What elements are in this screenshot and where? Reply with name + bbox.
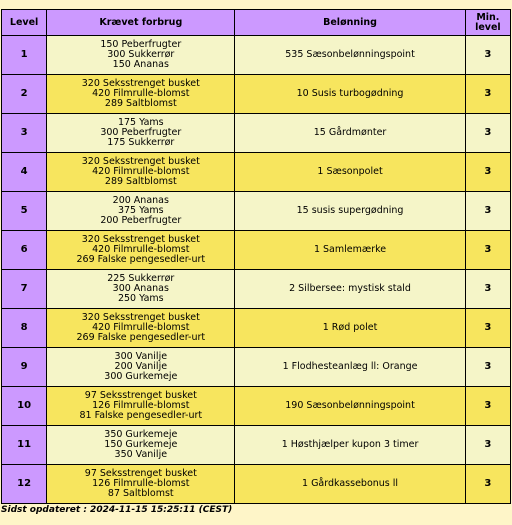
reward-cell: 1 Samlemærke [235,231,464,269]
required-item: 300 Vanilje [114,351,168,362]
required-cell [47,387,234,425]
required-item: 420 Filmrulle-blomst [92,244,190,255]
required-item: 320 Seksstrenget busket [81,156,200,167]
required-item: 126 Filmrulle-blomst [92,400,190,411]
required-item: 289 Saltblomst [104,98,177,109]
required-item: 420 Filmrulle-blomst [92,322,190,333]
required-item: 175 Sukkerrør [107,137,175,148]
rewards-table [1,9,511,504]
level-cell: 11 [2,426,46,464]
required-item: 87 Saltblomst [107,488,174,499]
required-item: 97 Seksstrenget busket [84,468,197,479]
reward-cell: 535 Sæsonbelønningspoint [235,36,464,74]
required-cell [47,114,234,152]
required-item: 350 Gurkemeje [104,429,178,440]
header-reward: Belønning [235,10,464,35]
required-item: 320 Seksstrenget busket [81,234,200,245]
required-item: 126 Filmrulle-blomst [92,478,190,489]
required-item: 225 Sukkerrør [107,273,175,284]
required-item: 375 Yams [117,205,164,216]
last-updated: Sidst opdateret : 2024-11-15 15:25:11 (CEST) [1,505,233,515]
table-row [2,387,510,425]
reward-cell: 15 susis supergødning [235,192,464,230]
header-level: Level [2,10,46,35]
required-item: 300 Ananas [112,283,169,294]
level-cell: 5 [2,192,46,230]
level-cell: 1 [2,36,46,74]
required-cell [47,348,234,386]
required-item: 150 Peberfrugter [100,39,182,50]
required-cell [47,426,234,464]
header-required: Krævet forbrug [47,10,234,35]
table-row [2,270,510,308]
level-cell: 7 [2,270,46,308]
min-level-cell: 3 [466,114,510,152]
min-level-cell: 3 [466,75,510,113]
required-item: 175 Yams [117,117,164,128]
min-level-cell: 3 [466,153,510,191]
required-item: 200 Peberfrugter [100,215,182,226]
level-cell: 6 [2,231,46,269]
level-cell: 4 [2,153,46,191]
reward-cell: 1 Sæsonpolet [235,153,464,191]
reward-cell: 1 Høsthjælper kupon 3 timer [235,426,464,464]
required-cell [47,153,234,191]
min-level-cell: 3 [466,192,510,230]
table-row [2,426,510,464]
table-row [2,309,510,347]
level-cell: 3 [2,114,46,152]
min-level-cell: 3 [466,348,510,386]
level-cell: 12 [2,465,46,503]
table-row [2,231,510,269]
reward-cell: 1 Gårdkassebonus ll [235,465,464,503]
required-item: 97 Seksstrenget busket [84,390,197,401]
required-item: 150 Gurkemeje [104,439,178,450]
min-level-cell: 3 [466,426,510,464]
reward-cell: 1 Rød polet [235,309,464,347]
required-item: 250 Yams [117,293,164,304]
required-item: 300 Peberfrugter [100,127,182,138]
required-cell [47,309,234,347]
required-item: 300 Sukkerrør [107,49,175,60]
level-cell: 8 [2,309,46,347]
min-level-cell: 3 [466,309,510,347]
reward-cell: 190 Sæsonbelønningspoint [235,387,464,425]
reward-cell: 2 Silbersee: mystisk stald [235,270,464,308]
required-cell [47,192,234,230]
table-row [2,36,510,74]
required-item: 350 Vanilje [114,449,168,460]
required-item: 420 Filmrulle-blomst [92,88,190,99]
reward-cell: 1 Flodhesteanlæg ll: Orange [235,348,464,386]
required-cell [47,36,234,74]
required-cell [47,75,234,113]
min-level-cell: 3 [466,270,510,308]
header-min-level: Min. level [466,10,510,35]
min-level-cell: 3 [466,465,510,503]
required-item: 200 Vanilje [114,361,168,372]
reward-cell: 15 Gårdmønter [235,114,464,152]
required-cell [47,270,234,308]
min-level-cell: 3 [466,36,510,74]
required-cell [47,465,234,503]
table-row [2,114,510,152]
level-cell: 9 [2,348,46,386]
table-row [2,348,510,386]
required-item: 81 Falske pengesedler-urt [79,410,203,421]
required-item: 320 Seksstrenget busket [81,78,200,89]
table-row [2,465,510,503]
reward-cell: 10 Susis turbogødning [235,75,464,113]
level-cell: 10 [2,387,46,425]
header-row [2,10,510,35]
required-item: 420 Filmrulle-blomst [92,166,190,177]
required-cell [47,231,234,269]
required-item: 200 Ananas [112,195,169,206]
min-level-cell: 3 [466,231,510,269]
required-item: 300 Gurkemeje [104,371,178,382]
level-cell: 2 [2,75,46,113]
required-item: 150 Ananas [112,59,169,70]
required-item: 320 Seksstrenget busket [81,312,200,323]
required-item: 269 Falske pengesedler-urt [76,332,206,343]
required-item: 289 Saltblomst [104,176,177,187]
table-row [2,75,510,113]
table-row [2,153,510,191]
min-level-cell: 3 [466,387,510,425]
required-item: 269 Falske pengesedler-urt [76,254,206,265]
table-body [2,36,510,503]
table-row [2,192,510,230]
